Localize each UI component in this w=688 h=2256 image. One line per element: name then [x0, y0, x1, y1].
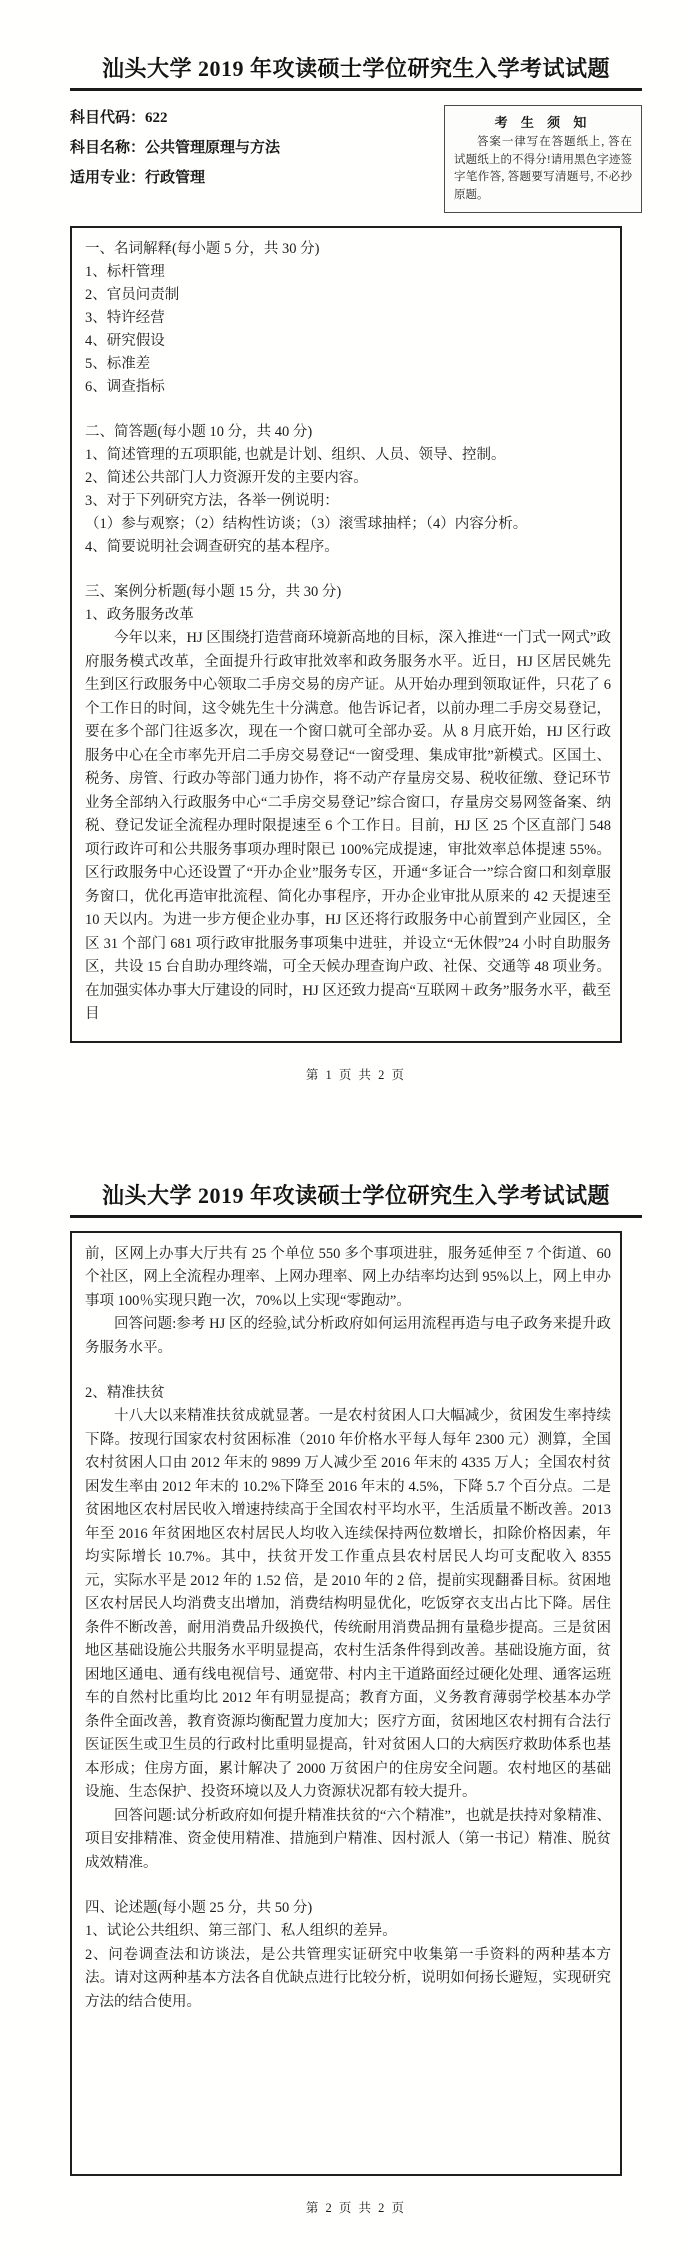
case-2-question: 回答问题:试分析政府如何提升精准扶贫的“六个精准”，也就是扶持对象精准、项目安排精准、资金使用精准、措施到户精准、因村派人（第一书记）精准、脱贫成效精准。 [85, 1807, 611, 1871]
case-1-question: 回答问题:参考 HJ 区的经验,试分析政府如何运用流程再造与电子政务来提升政务服务水平。 [85, 1316, 611, 1356]
page-2-footer: 第 2 页 共 2 页 [305, 2201, 407, 2215]
section-4-heading: 四、论述题(每小题 25 分，共 50 分) [85, 1900, 313, 1916]
major-line [70, 163, 280, 193]
page-title: 汕头大学 2019 年攻读硕士学位研究生入学考试试题 [101, 56, 610, 81]
exam-content-box-page-2 [70, 1231, 622, 2177]
title-underline-rule [70, 1215, 642, 1218]
section-4-item-1: 1、试论公共组织、第三部门、私人组织的差异。 [85, 1923, 397, 1939]
subject-name-label: 科目名称： [70, 140, 146, 156]
section-3-heading: 三、案例分析题(每小题 15 分，共 30 分) [85, 584, 342, 600]
subject-name-line [70, 133, 280, 163]
case-2-body: 十八大以来精准扶贫成就显著。一是农村贫困人口大幅减少，贫困发生率持续下降。按现行国家农村贫困标准（2010 年价格水平每人每年 2300 元）测算，全国农村贫困人口由 2012 年末的 9899 万人减少至 2016 年末的 4335 万人；全国农村贫困发生率由 2012 年末的 10.2%下降至 2016 年末的 4.5%，下降 5.7 个百分点。二是贫困地区农村居民收入增速持续高于全国农村平均水平，生活质量不断改善。2013 年至 2016 年贫困地区农村居民人均收入连续保持两位数增长，扣除价格因素，年均实际增长 10.7%。其中，扶贫开发工作重点县农村居民人均可支配收入 8355 元，实际水平是 2012 年的 1.52 倍，是 2010 年的 2 倍，提前实现翻番目标。贫困地区农村居民人均消费支出增加，消费结构明显优化，吃饭穿衣支出占比下降。居住条件不断改善，耐用消费品升级换代，传统耐用消费品拥有量稳步提高。三是贫困地区基础设施公共服务水平明显提高，农村生活条件得到改善。基础设施方面，贫困地区通电、通有线电视信号、通宽带、村内主干道路面经过硬化处理、通客运班车的自然村比重均比 2012 年有明显提高；教育方面，义务教育薄弱学校基本办学条件全面改善，教育资源均衡配置力度加大；医疗方面，贫困地区农村拥有合法行医证医生或卫生员的行政村比重明显提高，针对贫困人口的大病医疗救助体系也基本形成；住房方面，累计解决了 2000 万贫困户的住房安全问题。农村地区的基础设施、生态保护、投资环境以及人力资源状况都有较大提升。 [85, 1408, 611, 1800]
case-1-title: 1、政务服务改革 [85, 607, 194, 623]
section-1-item-5: 5、标准差 [85, 356, 151, 372]
case-2-title: 2、精准扶贫 [85, 1385, 165, 1401]
case-1-body-continuation: 前，区网上办事大厅共有 25 个单位 550 多个事项进驻，服务延伸至 7 个街道、60 个社区，网上全流程办理率、上网办理率、网上办结率均达到 95%以上，网上申办事项 100％实现只跑一次，70%以上实现“零跑动”。 [85, 1245, 611, 1309]
section-1-item-2: 2、官员问责制 [85, 287, 180, 303]
subject-name-value: 公共管理原理与方法 [145, 140, 281, 156]
subject-meta [70, 103, 280, 193]
section-2-item-4: 4、简要说明社会调查研究的基本程序。 [85, 539, 339, 555]
section-1-item-3: 3、特许经营 [85, 310, 165, 326]
subject-code-label: 科目代码： [70, 110, 146, 126]
section-1-item-1: 1、标杆管理 [85, 264, 165, 280]
candidate-notice-box [444, 105, 642, 213]
case-1-body: 今年以来，HJ 区围绕打造营商环境新高地的目标，深入推进“一门式一网式”政府服务模式改革，全面提升行政审批效率和政务服务水平。近日，HJ 区居民姚先生到区行政服务中心领取二手房交易的房产证。从开始办理到领取证件，只花了 6 个工作日的时间，这令姚先生十分满意。他告诉记者，以前办理二手房交易登记，要在多个部门往返多次，现在一个窗口就可全部办妥。从 8 月底开始，HJ 区行政服务中心在全市率先开启二手房交易登记“一窗受理、集成审批”新模式。区国土、税务、房管、行政办等部门通力协作，将不动产存量房交易、税收征缴、登记环节业务全部纳入行政服务中心“二手房交易登记”综合窗口，存量房交易网签备案、纳税、登记发证全流程办理时限提速至 6 个工作日。目前，HJ 区 25 个区直部门 548 项行政许可和公共服务事项办理时限已 100%完成提速，审批效率总体提速 55%。区行政服务中心还设置了“开办企业”服务专区，开通“多证合一”综合窗口和刻章服务窗口，优化再造审批流程、简化办事程序，开办企业审批从原来的 42 天提速至 10 天以内。为进一步方便企业办事，HJ 区还将行政服务中心前置到产业园区，全区 31 个部门 681 项行政审批服务事项集中进驻，并设立“无休假”24 小时自助服务区，共设 15 台自助办理终端，可全天候办理查询户政、社保、交通等 48 项业务。在加强实体办事大厅建设的同时，HJ 区还致力提高“互联网＋政务”服务水平，截至目 [85, 630, 611, 1022]
section-1-item-6: 6、调查指标 [85, 379, 165, 395]
header-row [70, 103, 642, 213]
major-label: 适用专业： [70, 170, 146, 186]
section-2-item-2: 2、简述公共部门人力资源开发的主要内容。 [85, 470, 368, 486]
subject-code-line [70, 103, 280, 133]
section-2-heading: 二、简答题(每小题 10 分，共 40 分) [85, 424, 313, 440]
subject-code-value: 622 [145, 110, 168, 126]
page-1 [70, 52, 642, 1083]
section-1-item-4: 4、研究假设 [85, 333, 165, 349]
section-2-item-1: 1、简述管理的五项职能, 也就是计划、组织、人员、领导、控制。 [85, 447, 506, 463]
section-4-item-2: 2、问卷调查法和访谈法，是公共管理实证研究中收集第一手资料的两种基本方法。请对这两种基本方法各自优缺点进行比较分析，说明如何扬长避短，实现研究方法的结合使用。 [85, 1946, 611, 2010]
exam-content-box-page-1 [70, 226, 622, 1043]
notice-body: 答案一律写在答题纸上, 答在试题纸上的不得分!请用黑色字迹签字笔作答, 答题要写清题号, 不必抄原题。 [454, 136, 632, 201]
title-underline-rule [70, 88, 642, 91]
page-title: 汕头大学 2019 年攻读硕士学位研究生入学考试试题 [101, 1182, 610, 1208]
section-2-item-3: 3、对于下列研究方法，各举一例说明： [85, 493, 339, 509]
section-1-heading: 一、名词解释(每小题 5 分，共 30 分) [85, 241, 320, 257]
major-value: 行政管理 [145, 170, 206, 186]
section-2-item-3-sub: （1）参与观察；（2）结构性访谈；（3）滚雪球抽样；（4）内容分析。 [85, 516, 528, 532]
page-2 [70, 1179, 642, 2217]
notice-title: 考 生 须 知 [494, 115, 592, 130]
page-1-footer: 第 1 页 共 2 页 [305, 1067, 407, 1082]
